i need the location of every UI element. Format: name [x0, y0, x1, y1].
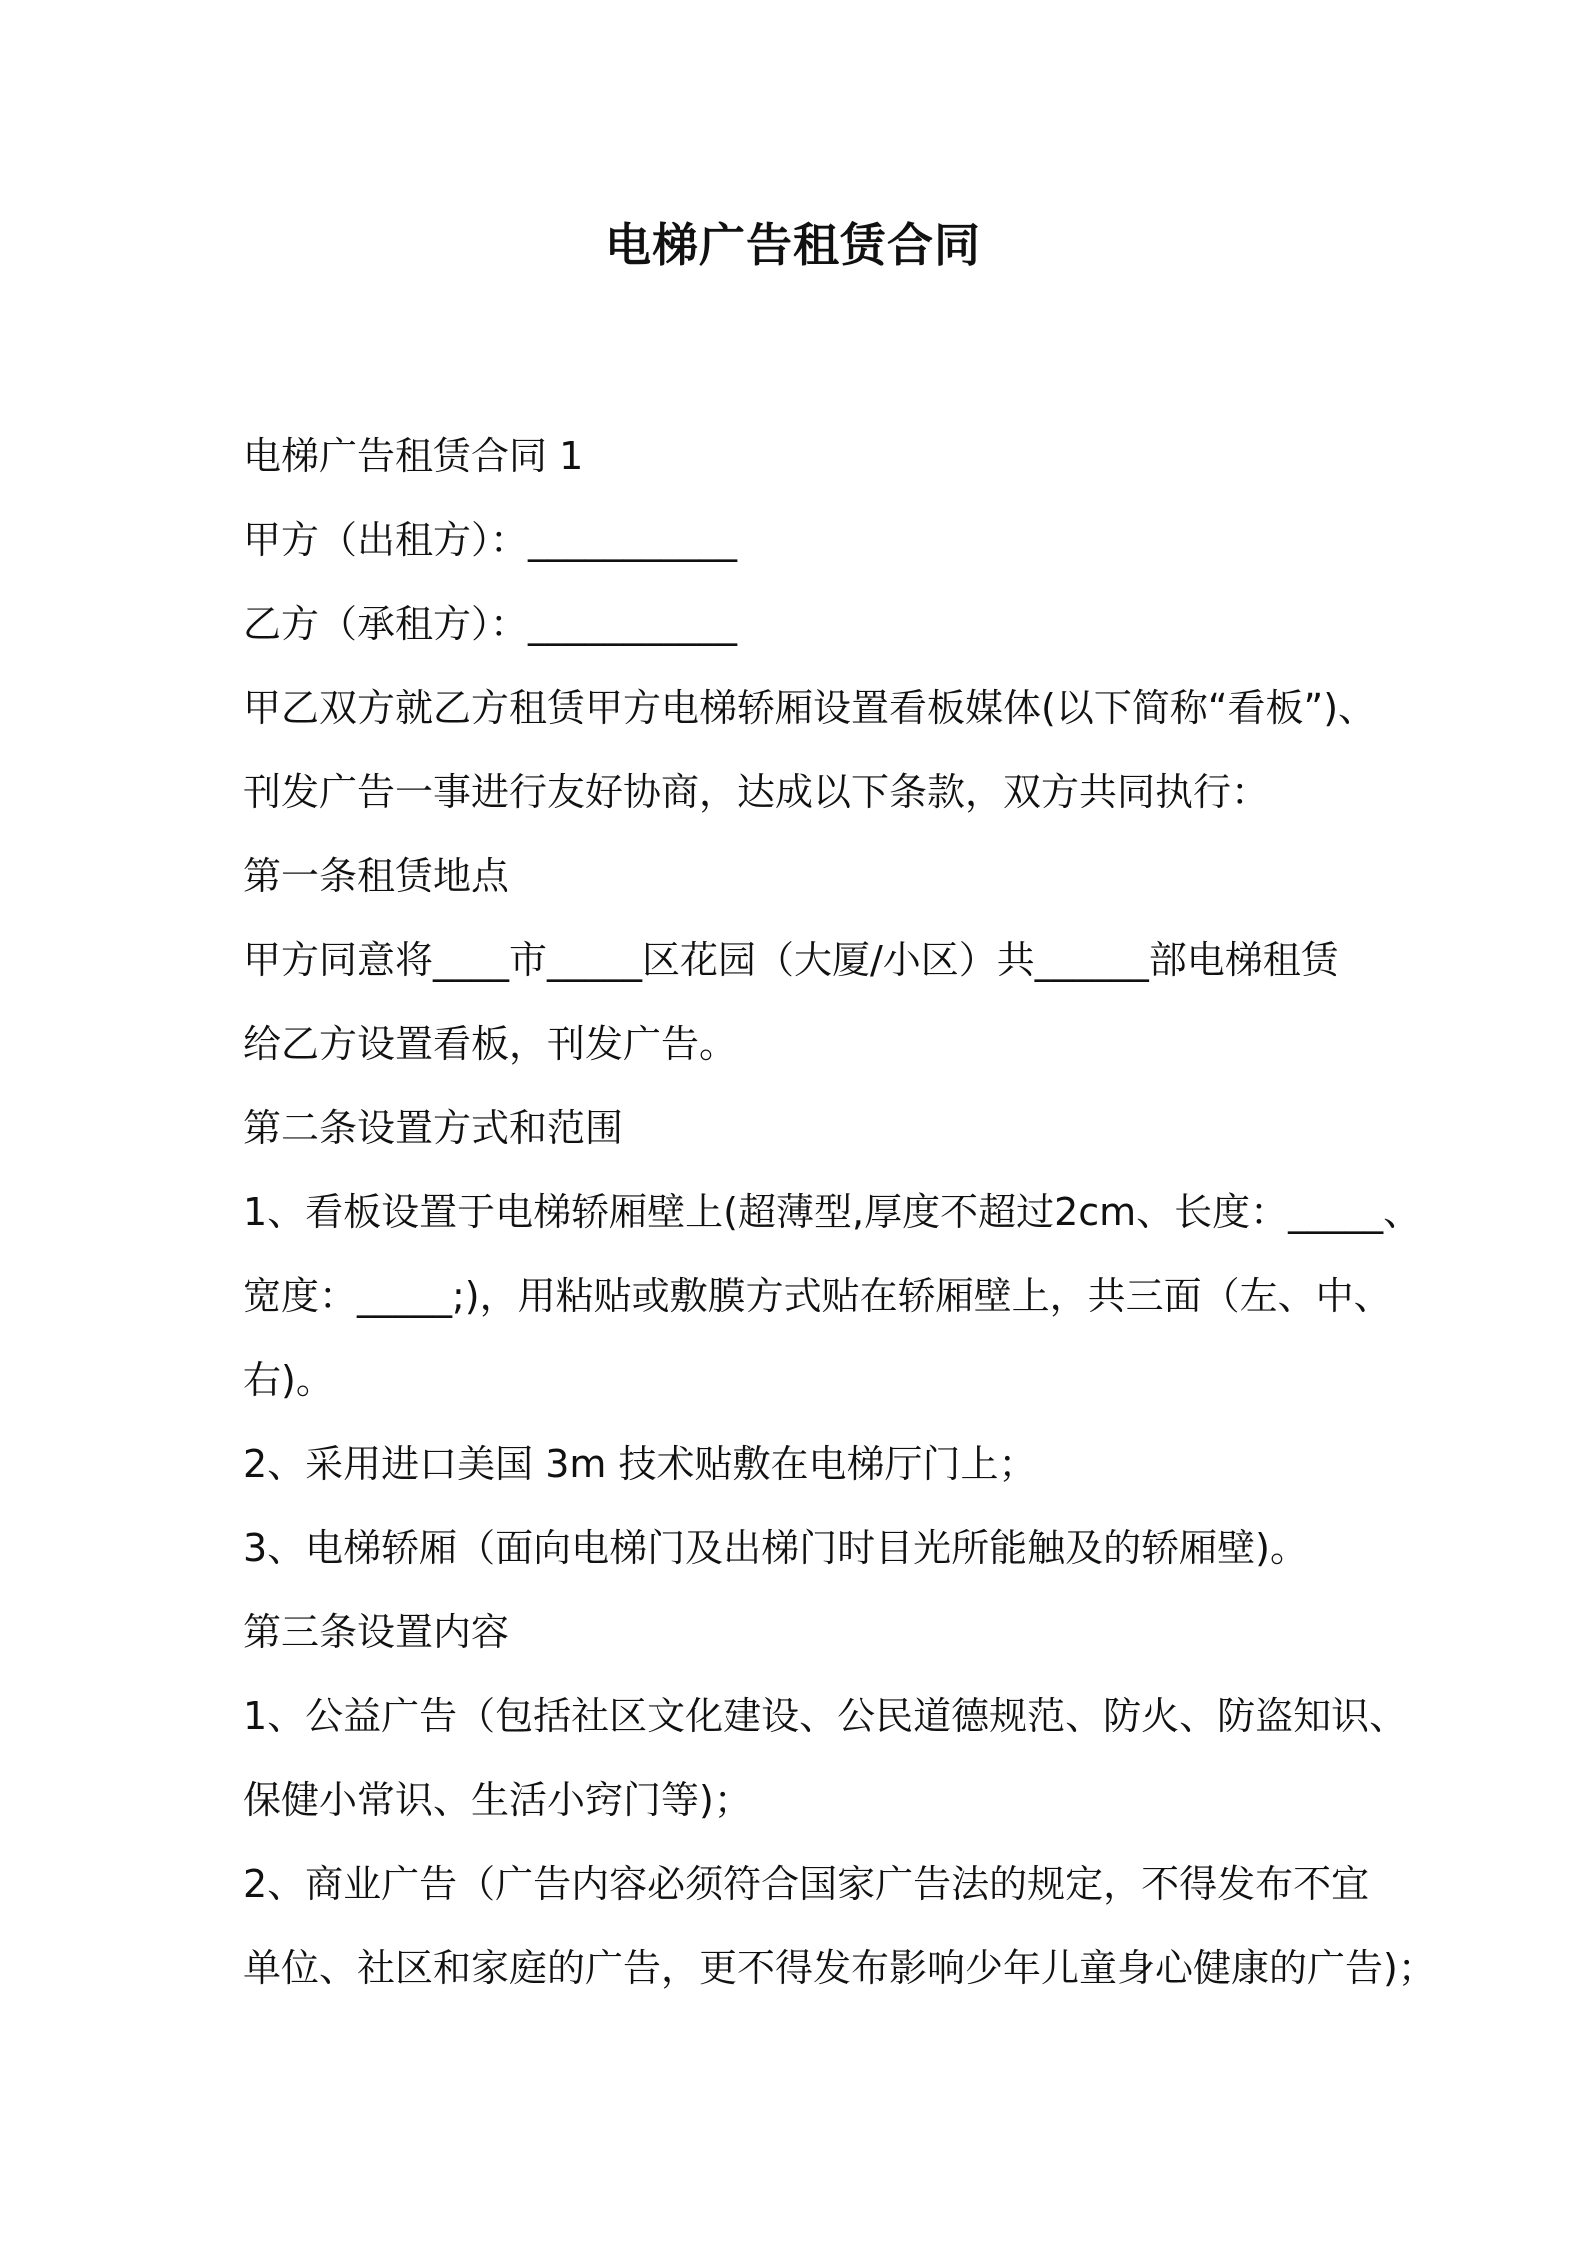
article-2-item-2: 2、采用进口美国 3m 技术贴敷在电梯厅门上；: [243, 1442, 1037, 1486]
article-1-heading: 第一条租赁地点: [243, 854, 510, 898]
article-3-heading: 第三条设置内容: [243, 1610, 510, 1654]
article-3-item-2-line-2: 单位、社区和家庭的广告，更不得发布影响少年儿童身心健康的广告)；: [243, 1946, 1436, 1990]
article-2-heading: 第二条设置方式和范围: [243, 1106, 624, 1150]
article-2-item-1-line-1: 1、看板设置于电梯轿厢壁上(超薄型,厚度不超过2cm、长度：_____、: [243, 1190, 1422, 1234]
article-3-item-1-line-1: 1、公益广告（包括社区文化建设、公民道德规范、防火、防盗知识、: [243, 1694, 1408, 1738]
article-1-text-line-2: 给乙方设置看板，刊发广告。: [243, 1022, 738, 1066]
intro-paragraph-line-1: 甲乙双方就乙方租赁甲方电梯轿厢设置看板媒体(以下简称“看板”)、: [243, 686, 1377, 730]
article-2-item-1-line-3: 右)。: [243, 1358, 334, 1402]
intro-paragraph-line-2: 刊发广告一事进行友好协商，达成以下条款，双方共同执行：: [243, 770, 1270, 814]
document-title: 电梯广告租赁合同: [605, 218, 981, 272]
article-2-item-1-line-2: 宽度：_____;)，用粘贴或敷膜方式贴在轿厢壁上，共三面（左、中、: [243, 1274, 1392, 1318]
contract-subtitle: 电梯广告租赁合同 1: [243, 434, 584, 478]
party-b-line: 乙方（承租方）：___________: [243, 602, 738, 646]
document-body: [243, 414, 1436, 2010]
article-3-item-1-line-2: 保健小常识、生活小窍门等)；: [243, 1778, 752, 1822]
article-3-item-2-line-1: 2、商业广告（广告内容必须符合国家广告法的规定，不得发布不宜: [243, 1862, 1370, 1906]
party-a-line: 甲方（出租方）：___________: [243, 518, 738, 562]
article-1-text-line-1: 甲方同意将____市_____区花园（大厦/小区）共______部电梯租赁: [243, 938, 1339, 982]
article-2-item-3: 3、电梯轿厢（面向电梯门及出梯门时目光所能触及的轿厢壁)。: [243, 1526, 1309, 1570]
